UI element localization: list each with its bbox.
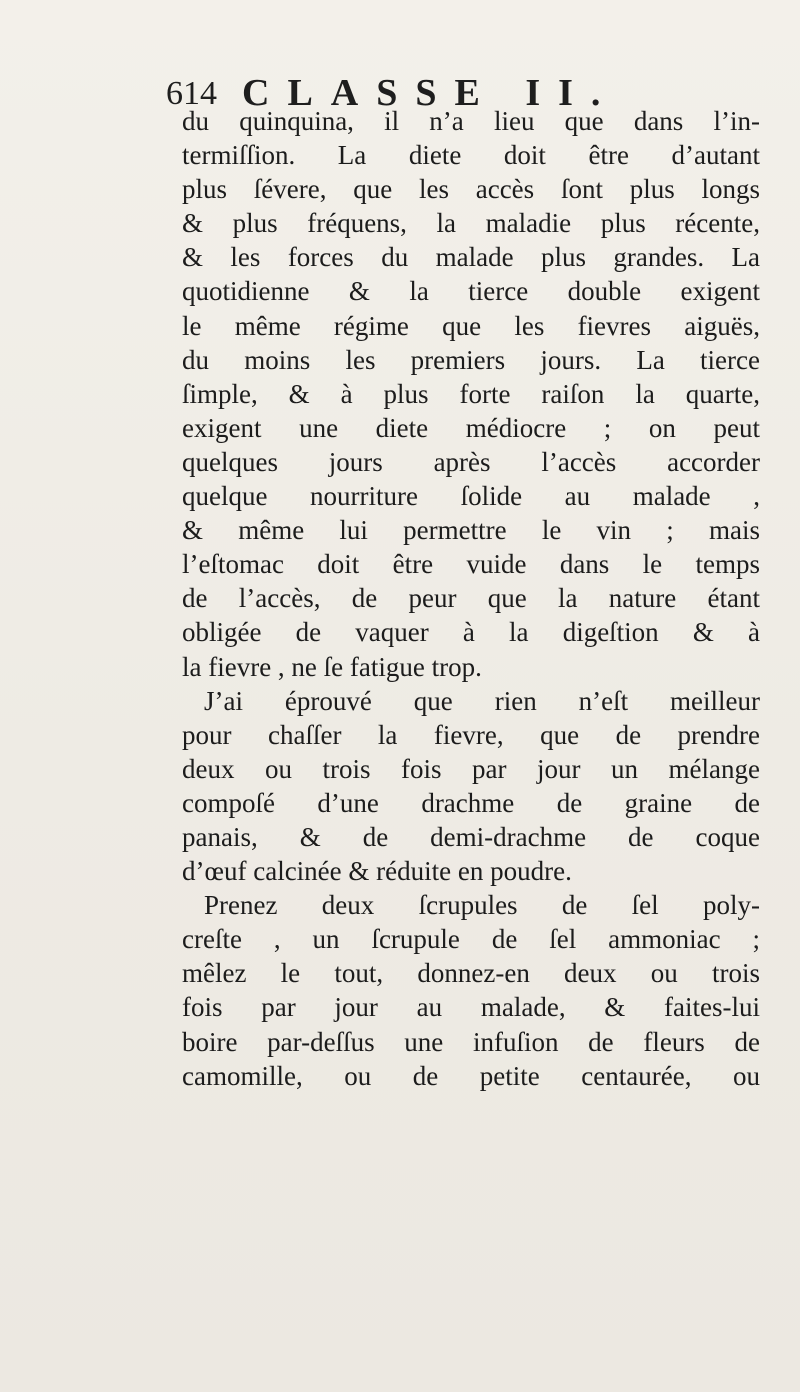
text-line: l’eſtomac doit être vuide dans le temps [182,549,760,580]
text-line: & plus fréquens, la maladie plus récente, [182,208,760,239]
text-line: la fievre , ne ſe fatigue trop. [182,651,482,682]
text-line: exigent une diete médiocre ; on peut [182,412,760,443]
text-line: quotidienne & la tierce double exigent [182,276,760,307]
text-line: plus ſévere, que les accès ſont plus longs [182,174,760,205]
text-line: quelque nourriture ſolide au malade , [182,481,760,512]
text-line: d’œuf calcinée & réduite en poudre. [182,856,572,887]
text-line: termiſſion. La diete doit être d’autant [182,140,760,171]
text-line: mêlez le tout, donnez-en deux ou trois [182,958,760,989]
text-line: de l’accès, de peur que la nature étant [182,583,760,614]
text-line: obligée de vaquer à la digeſtion & à [182,617,760,648]
text-line: du moins les premiers jours. La tierce [182,344,760,375]
text-line: deux ou trois fois par jour un mélange [182,753,760,784]
text-line: creſte , un ſcrupule de ſel ammoniac ; [182,924,760,955]
text-line: compoſé d’une drachme de graine de [182,787,760,818]
body-text [182,104,760,1093]
text-line: fois par jour au malade, & faites-lui [182,992,760,1023]
running-title: CLASSE II. [242,72,619,114]
text-line: & les forces du malade plus grandes. La [182,242,760,273]
text-line: du quinquina, il n’a lieu que dans l’in- [182,106,760,136]
text-line: pour chaſſer la fievre, que de prendre [182,719,760,750]
text-line: panais, & de demi-drachme de coque [182,821,760,852]
text-line: camomille, ou de petite centaurée, ou [182,1060,760,1091]
page-number: 614 [166,75,217,112]
text-line: quelques jours après l’accès accorder [182,446,760,477]
text-line: J’ai éprouvé que rien n’eſt meilleur [204,685,760,716]
text-line: ſimple, & à plus forte raiſon la quarte, [182,378,760,409]
text-line: & même lui permettre le vin ; mais [182,515,760,546]
text-line: boire par-deſſus une infuſion de fleurs de [182,1026,760,1057]
text-line: Prenez deux ſcrupules de ſel poly- [204,890,760,921]
text-line: le même régime que les fievres aiguës, [182,310,760,341]
